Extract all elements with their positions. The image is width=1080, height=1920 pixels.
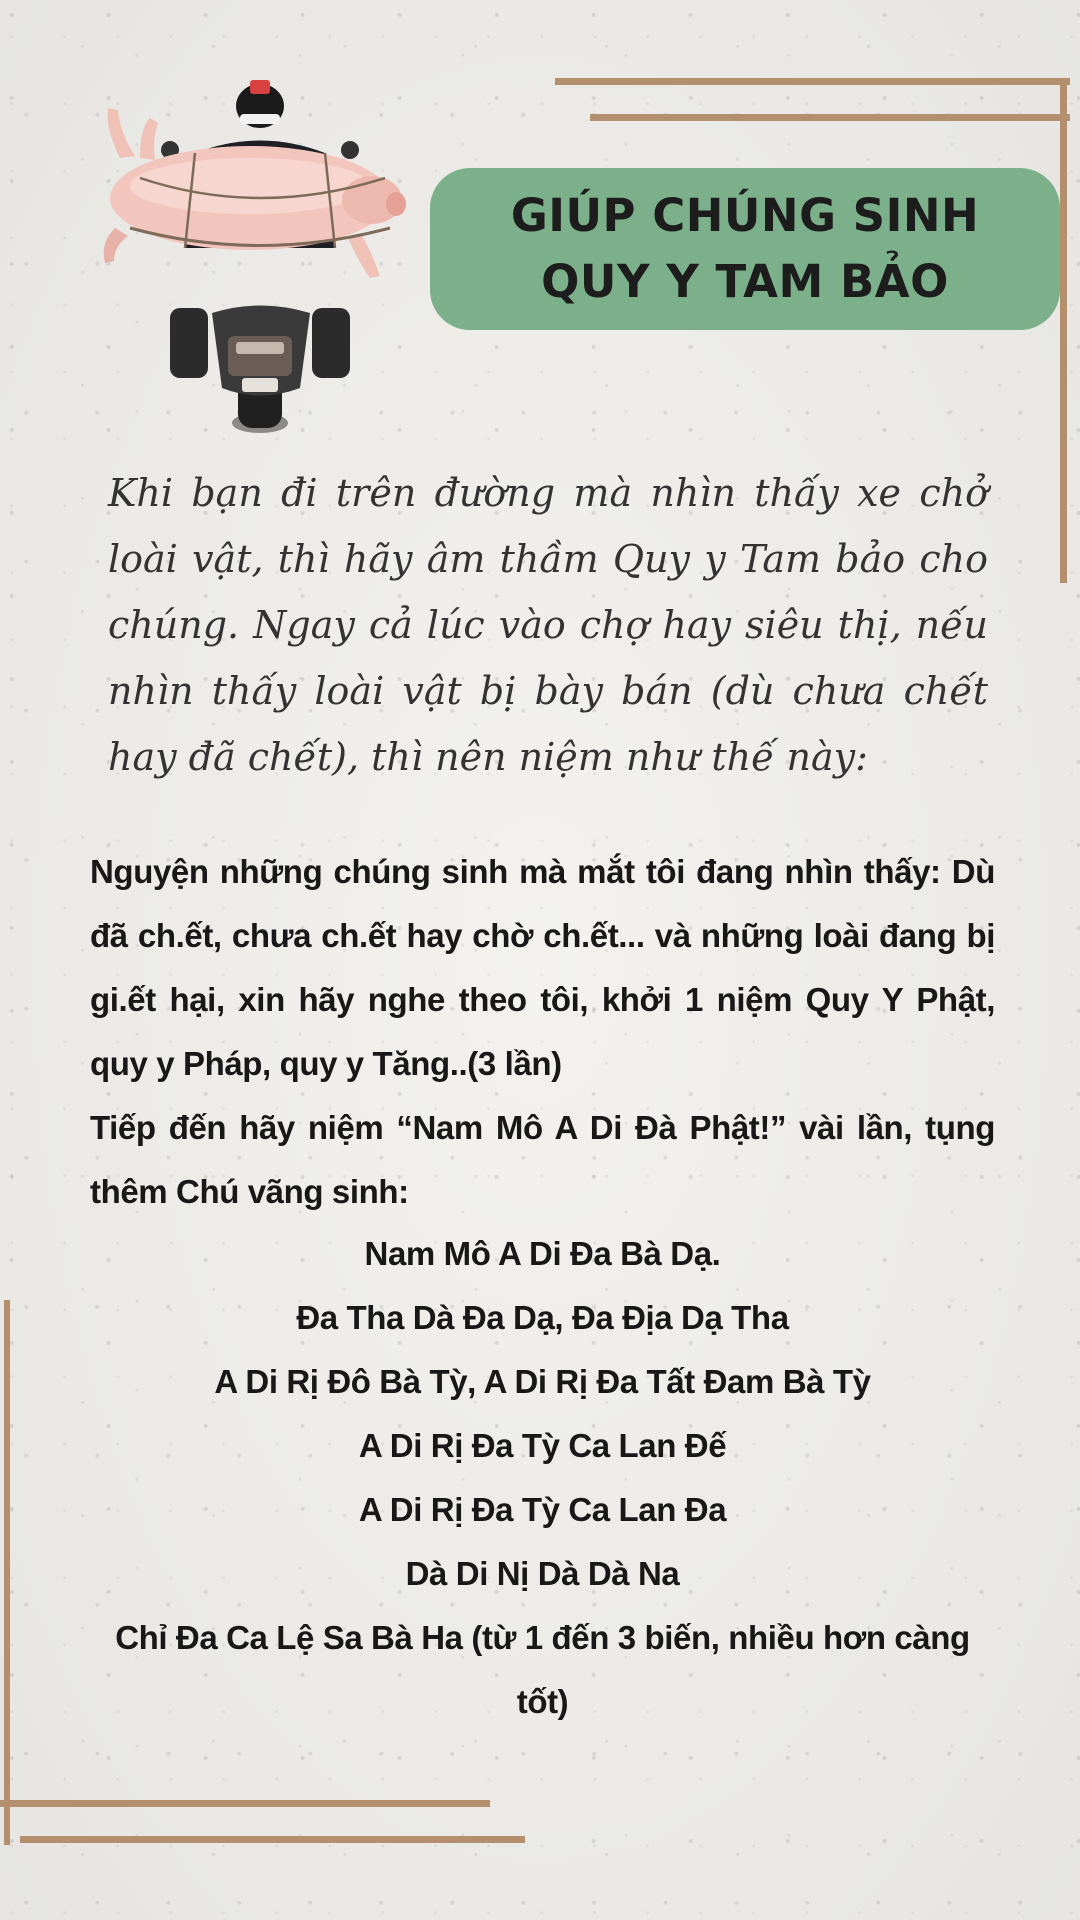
mantra-list: [90, 1222, 995, 1734]
deco-line-top-1: [555, 78, 1070, 85]
mantra-line: Chỉ Đa Ca Lệ Sa Bà Ha (từ 1 đến 3 biến, nhiều hơn càng tốt): [115, 1619, 970, 1720]
deco-line-right: [1060, 78, 1067, 583]
mantra-line: A Di Rị Đa Tỳ Ca Lan Đa: [358, 1491, 727, 1528]
mantra-line: Dà Di Nị Dà Dà Na: [405, 1555, 680, 1592]
intro-paragraph: Khi bạn đi trên đường mà nhìn thấy xe chở loài vật, thì hãy âm thầm Quy y Tam bảo cho chúng. Ngay cả lúc vào chợ hay siêu thị, nếu nhìn thấy loài vật bị bày bán (dù chưa chết hay đã chết), thì nên niệm như thế này:: [108, 471, 988, 779]
title-line-1: GIÚP CHÚNG SINH: [510, 189, 980, 242]
body-paragraph-2: Tiếp đến hãy niệm “Nam Mô A Di Đà Phật!” vài lần, tụng thêm Chú vãng sinh:: [90, 1109, 995, 1210]
mantra-line: Nam Mô A Di Đa Bà Dạ.: [364, 1235, 721, 1272]
body-text: [90, 840, 995, 1224]
deco-line-top-2: [590, 114, 1070, 121]
deco-line-bottom-2: [20, 1836, 525, 1843]
deco-line-left: [4, 1300, 10, 1845]
mantra-line: A Di Rị Đô Bà Tỳ, A Di Rị Đa Tất Đam Bà Tỳ: [214, 1363, 871, 1400]
mantra-line: A Di Rị Đa Tỳ Ca Lan Đế: [358, 1427, 727, 1464]
mantra-line: Đa Tha Dà Đa Dạ, Đa Địa Dạ Tha: [296, 1299, 789, 1336]
title-banner: [430, 168, 1060, 330]
deco-line-bottom-1: [0, 1800, 490, 1807]
title-line-2: QUY Y TAM BẢO: [541, 255, 949, 308]
body-paragraph-1: Nguyện những chúng sinh mà mắt tôi đang nhìn thấy: Dù đã ch.ết, chưa ch.ết hay chờ ch.ết... và những loài đang bị gi.ết hại, xin hãy nghe theo tôi, khởi 1 niệm Quy Y Phật, quy y Pháp, quy y Tăng..(3 lần): [90, 853, 995, 1082]
motorbike-pig-illustration: [100, 78, 430, 438]
